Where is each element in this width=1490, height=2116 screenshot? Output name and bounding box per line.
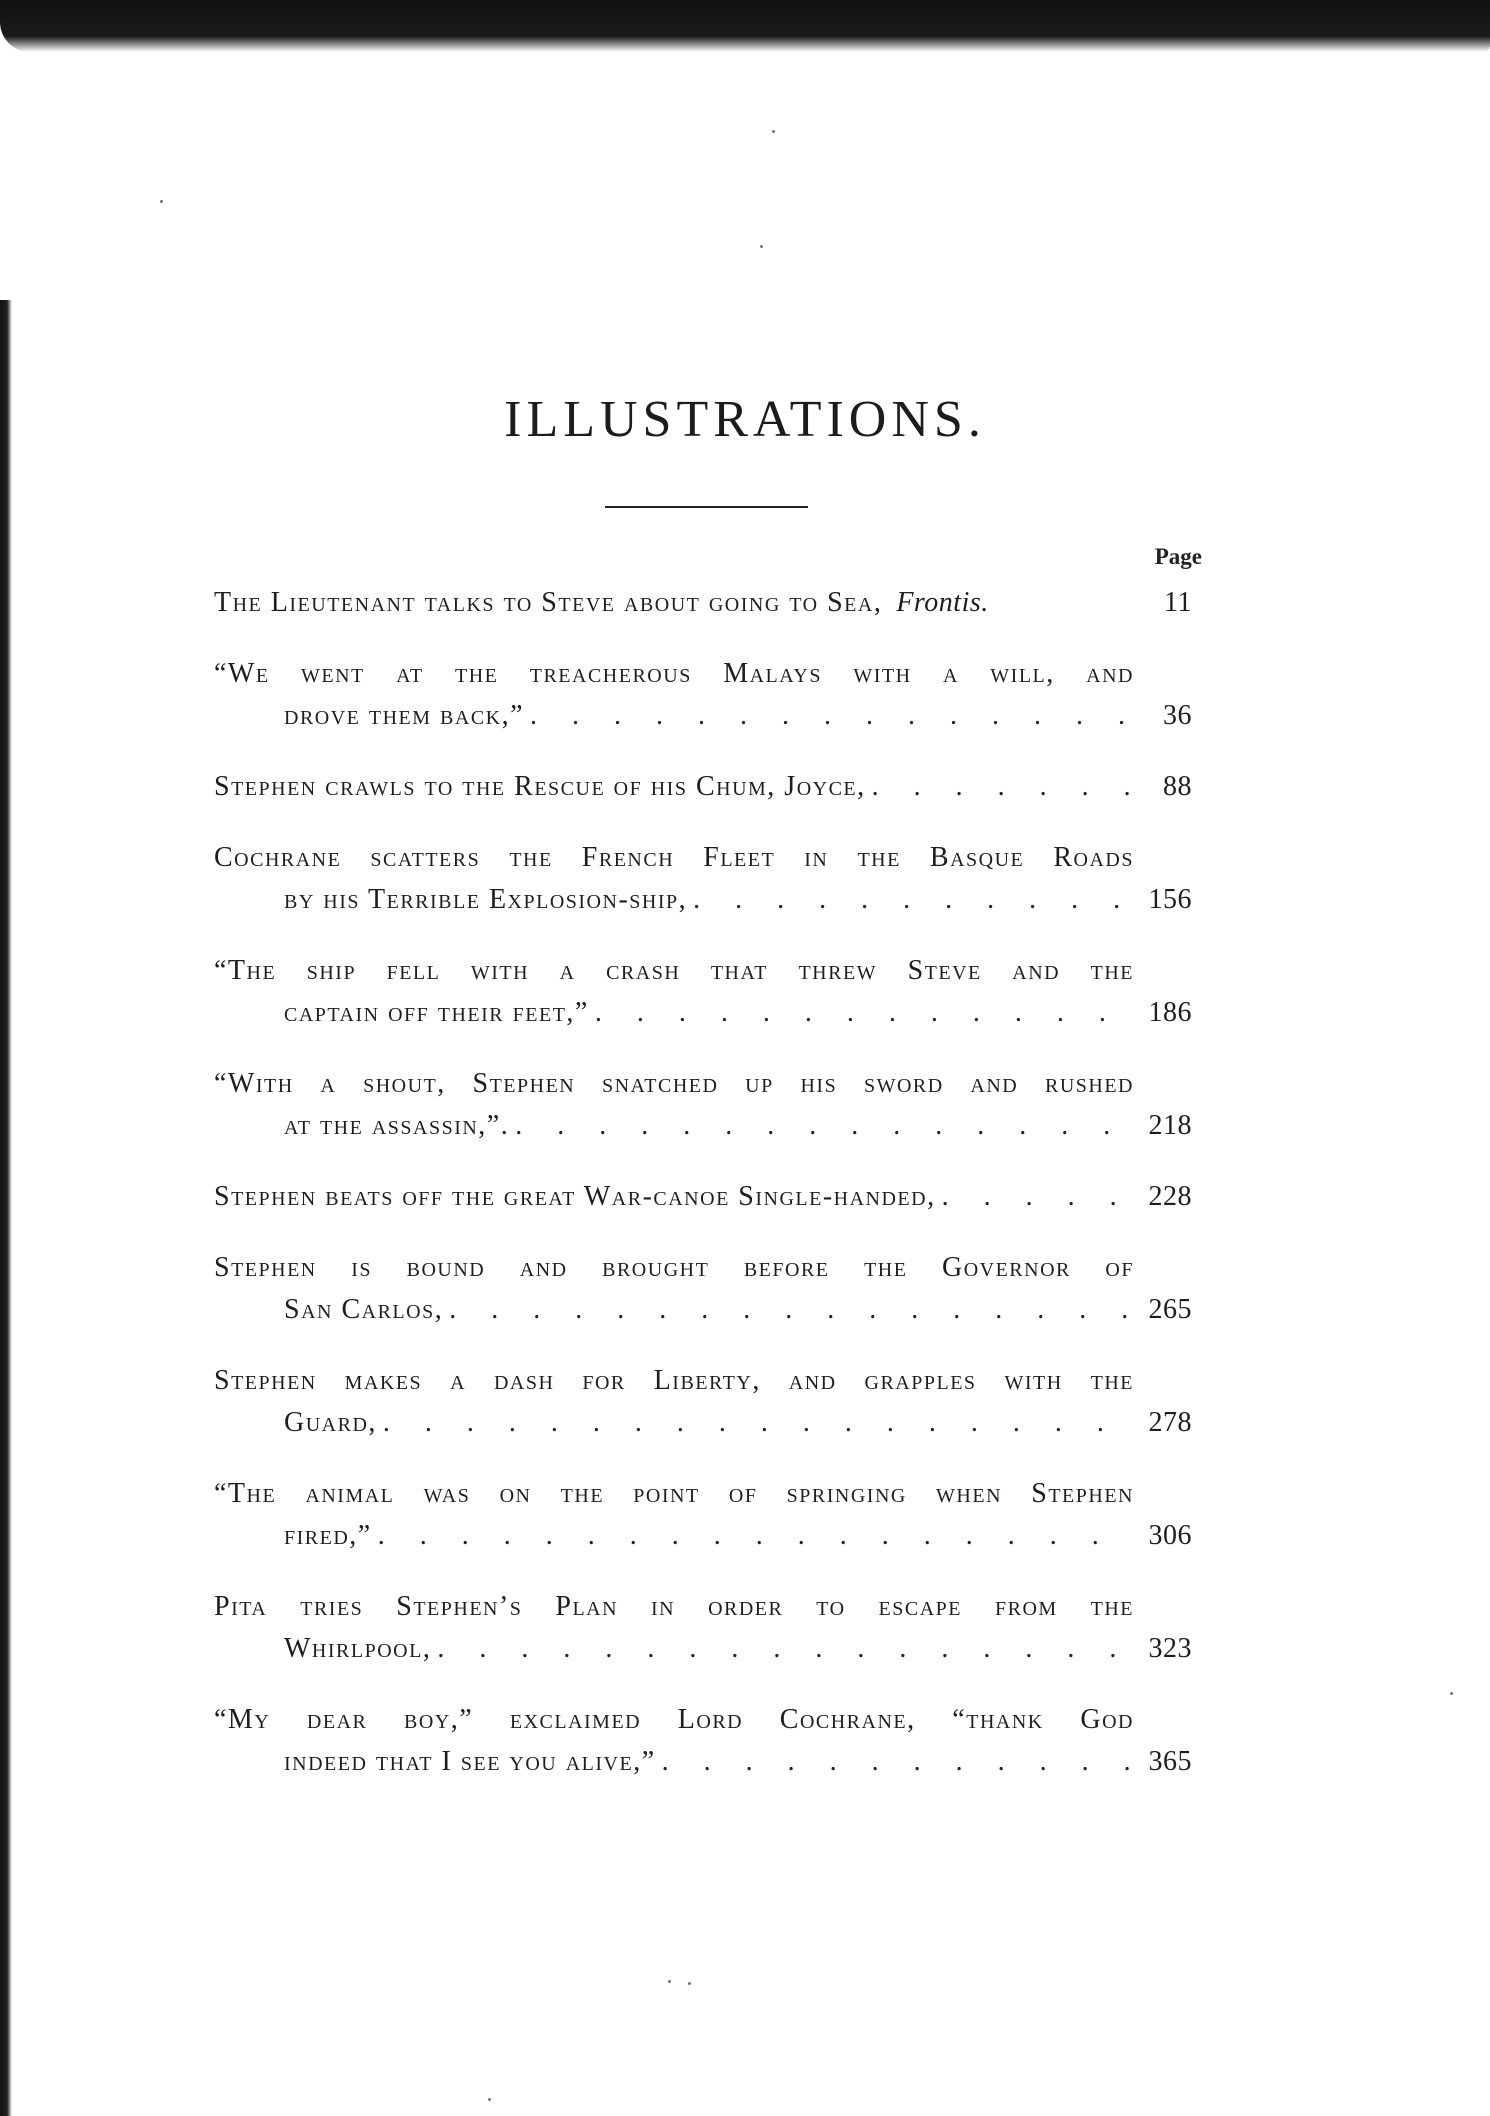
entry-page-number: 323 — [1148, 1633, 1192, 1664]
list-item — [214, 837, 1192, 921]
entry-page-number: 218 — [1148, 1110, 1192, 1141]
entry-title: Stephen makes a dash for Liberty, and grapples with the — [214, 1365, 1134, 1396]
page-title: ILLUSTRATIONS. — [504, 391, 986, 448]
entry-page-number: 265 — [1148, 1294, 1192, 1325]
scan-speck — [688, 1982, 691, 1985]
scan-speck — [668, 1980, 671, 1983]
list-item — [214, 1176, 1192, 1218]
entry-page-number: 88 — [1163, 771, 1192, 802]
scan-left-edge — [0, 300, 12, 2116]
page-column-label: Page — [1154, 544, 1202, 569]
list-item — [214, 766, 1192, 808]
illustrations-list — [214, 582, 1192, 1812]
entry-title: The Lieutenant talks to Steve about going to Sea, — [214, 587, 883, 618]
entry-page-number: 306 — [1148, 1520, 1192, 1551]
list-item — [214, 1586, 1192, 1670]
entry-page-number: 186 — [1148, 997, 1192, 1028]
dot-leader — [687, 879, 1134, 921]
scan-speck — [1450, 1692, 1453, 1695]
dot-leader — [443, 1289, 1134, 1331]
list-item — [214, 582, 1192, 624]
list-item — [214, 1063, 1192, 1147]
scan-speck — [488, 2098, 491, 2101]
entry-title: “The ship fell with a crash that threw Steve and the — [214, 955, 1134, 986]
entry-page-number: 278 — [1148, 1407, 1192, 1438]
dot-leader — [431, 1628, 1134, 1670]
scan-speck — [772, 130, 775, 133]
dot-leader — [524, 695, 1134, 737]
entry-title: Stephen beats off the great War-canoe Single-handed, — [214, 1181, 936, 1212]
dot-leader — [936, 1176, 1134, 1218]
entry-title: “My dear boy,” exclaimed Lord Cochrane, “thank God — [214, 1704, 1134, 1735]
entry-title-continued: captain off their feet,” — [284, 997, 589, 1028]
entry-page-number: 11 — [1164, 587, 1192, 618]
scan-top-edge — [0, 0, 1490, 52]
list-item — [214, 653, 1192, 737]
entry-title-continued: Whirlpool, — [284, 1633, 432, 1664]
entry-title-continued: fired,” — [284, 1520, 372, 1551]
entry-title: Stephen is bound and brought before the Governor of — [214, 1252, 1134, 1283]
scan-speck — [160, 200, 163, 203]
entry-title: Cochrane scatters the French Fleet in the Basque Roads — [214, 842, 1134, 873]
dot-leader — [372, 1515, 1134, 1557]
list-item — [214, 950, 1192, 1034]
list-item — [214, 1473, 1192, 1557]
title-rule — [605, 506, 808, 508]
list-item — [214, 1699, 1192, 1783]
entry-page-number: 36 — [1163, 700, 1192, 731]
dot-leader — [866, 766, 1134, 808]
dot-leader — [656, 1741, 1134, 1783]
entry-title: Stephen crawls to the Rescue of his Chum, Joyce, — [214, 771, 866, 802]
scan-speck — [760, 245, 763, 248]
entry-title-continued: by his Terrible Explosion-ship, — [284, 884, 688, 915]
entry-title: “With a shout, Stephen snatched up his sword and rushed — [214, 1068, 1134, 1099]
dot-leader — [589, 992, 1134, 1034]
entry-title: “We went at the treacherous Malays with a will, and — [214, 658, 1134, 689]
frontispiece-note: Frontis. — [896, 587, 989, 618]
list-item — [214, 1247, 1192, 1331]
entry-title-continued: Guard, — [284, 1407, 377, 1438]
dot-leader — [509, 1105, 1134, 1147]
entry-title-continued: indeed that I see you alive,” — [284, 1746, 656, 1777]
dot-leader — [377, 1402, 1134, 1444]
entry-title-continued: San Carlos, — [284, 1294, 444, 1325]
entry-title: “The animal was on the point of springing when Stephen — [214, 1478, 1134, 1509]
entry-title-continued: at the assassin,”. — [284, 1110, 510, 1141]
list-item — [214, 1360, 1192, 1444]
entry-page-number: 365 — [1148, 1746, 1192, 1777]
entry-title: Pita tries Stephen’s Plan in order to escape from the — [214, 1591, 1134, 1622]
entry-page-number: 156 — [1148, 884, 1192, 915]
entry-title-continued: drove them back,” — [284, 700, 525, 731]
entry-page-number: 228 — [1148, 1181, 1192, 1212]
